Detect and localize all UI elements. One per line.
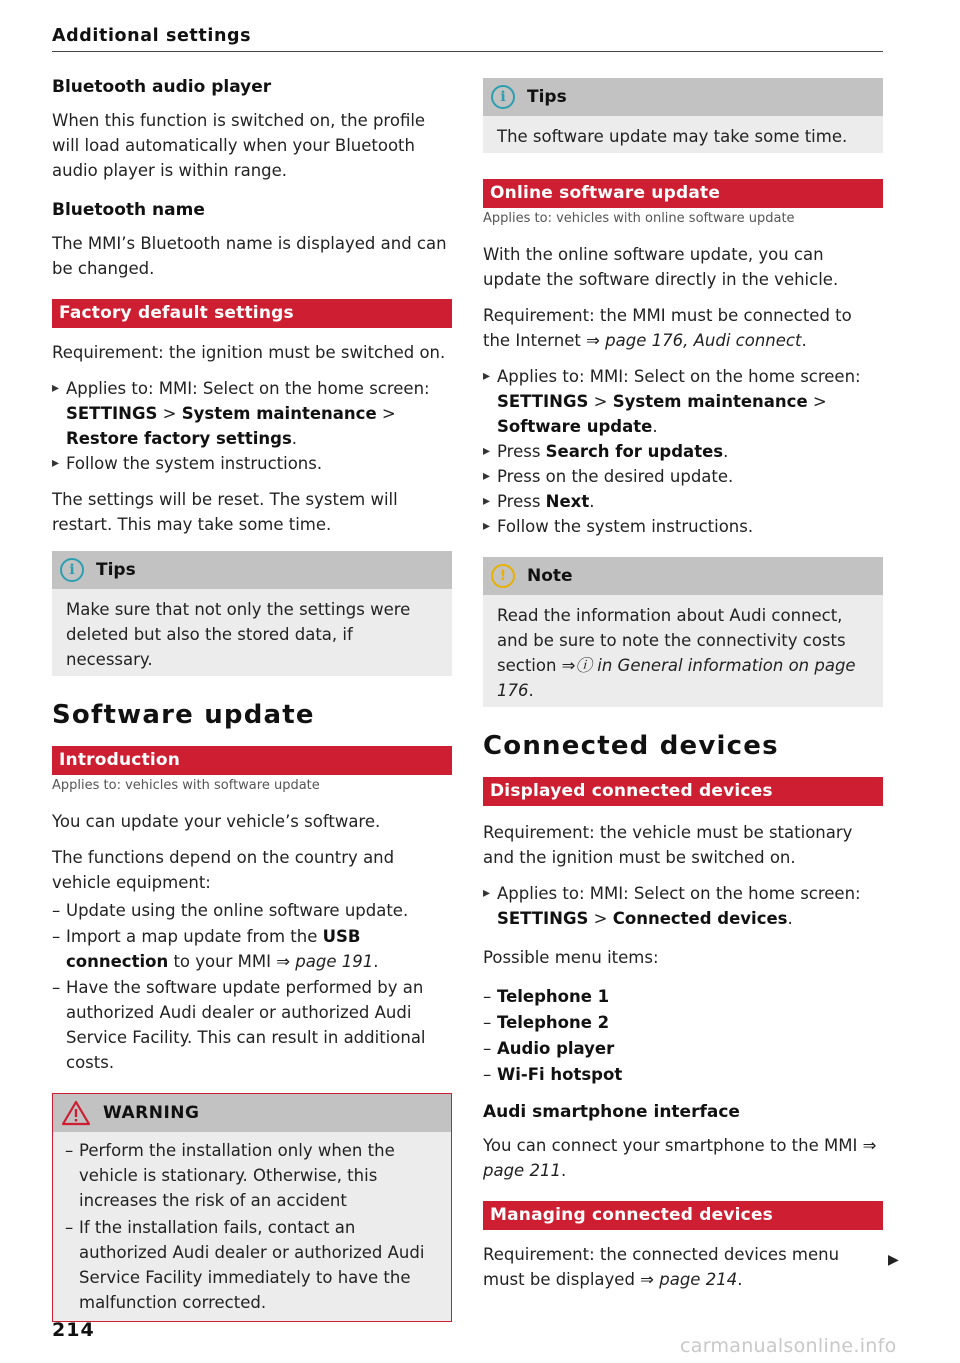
tips-box-software [483, 78, 883, 153]
factory-default-bar: Factory default settings [52, 299, 452, 328]
bluetooth-name-heading: Bluetooth name [52, 200, 205, 220]
tips-body: Make sure that not only the settings were deleted but also the stored data, if necessary. [66, 600, 411, 669]
online-software-update-bar: Online software update [483, 179, 883, 208]
software-option-2: – Import a map update from the USB connection to your MMI ⇒ page 191. [52, 924, 452, 974]
connected-step-1: ▸ Applies to: MMI: Select on the home screen: SETTINGS > Connected devices. [483, 881, 883, 931]
factory-result: The settings will be reset. The system will restart. This may take some time. [52, 490, 398, 534]
left-column [52, 74, 452, 1322]
page-211-link[interactable]: ⇒ page 211 [483, 1136, 877, 1180]
continue-arrow-icon: ▶ [888, 1252, 899, 1268]
software-option-3: – Have the software update performed by an authorized Audi dealer or authorized Audi Service Facility. This can result in additional costs. [52, 975, 452, 1075]
warning-header [53, 1094, 451, 1132]
page-header-title: Additional settings [52, 26, 252, 46]
page-191-link[interactable]: ⇒ page 191 [276, 952, 374, 971]
general-info-link[interactable]: ⇒ⓘ in General information on page 176 [497, 656, 856, 700]
bluetooth-name-text: The MMI’s Bluetooth name is displayed and can be changed. [52, 234, 447, 278]
bluetooth-audio-heading: Bluetooth audio player [52, 77, 272, 97]
factory-step-2: ▸ Follow the system instructions. [52, 451, 452, 476]
menu-item: – Telephone 1 [483, 984, 883, 1009]
connected-requirement: Requirement: the vehicle must be stationary and the ignition must be switched on. [483, 823, 853, 867]
menu-item: – Telephone 2 [483, 1010, 883, 1035]
tips-title: Tips [527, 86, 567, 107]
audi-smartphone-heading: Audi smartphone interface [483, 1102, 740, 1122]
note-title: Note [527, 565, 573, 586]
tips-box-header [483, 78, 883, 116]
warning-item-2: – If the installation fails, contact an authorized Audi dealer or authorized Audi Service Facility immediately to have the malfunction corrected. [65, 1215, 439, 1315]
menu-item: – Wi-Fi hotspot [483, 1062, 883, 1087]
managing-connected-devices-bar: Managing connected devices [483, 1201, 883, 1230]
note-body: Read the information about Audi connect, and be sure to note the connectivity costs section ⇒ⓘ in General information on page 176. [497, 606, 856, 700]
menu-items-label: Possible menu items: [483, 948, 659, 967]
warning-triangle-icon [61, 1100, 91, 1126]
online-step-2: ▸ Press Search for updates. [483, 439, 883, 464]
warning-body [53, 1132, 451, 1321]
online-step-5: ▸ Follow the system instructions. [483, 514, 883, 539]
note-box-header [483, 557, 883, 595]
online-step-4: ▸ Press Next. [483, 489, 883, 514]
online-requirement: Requirement: the MMI must be connected to the Internet ⇒ page 176, Audi connect. [483, 306, 852, 350]
bluetooth-audio-text: When this function is switched on, the profile will load automatically when your Bluetooth audio player is within range. [52, 111, 426, 180]
online-step-1: ▸ Applies to: MMI: Select on the home screen: SETTINGS > System maintenance > Software update. [483, 364, 883, 439]
warning-item-1: – Perform the installation only when the vehicle is stationary. Otherwise, this increases the risk of an accident [65, 1138, 439, 1213]
page-176-link[interactable]: ⇒ page 176, Audi connect [586, 331, 802, 350]
tips-box-factory [52, 551, 452, 676]
factory-requirement: Requirement: the ignition must be switched on. [52, 343, 446, 362]
introduction-bar: Introduction [52, 746, 452, 775]
managing-requirement: Requirement: the connected devices menu must be displayed ⇒ page 214. [483, 1245, 840, 1289]
online-applies-note: Applies to: vehicles with online software update [483, 211, 795, 226]
right-column [483, 74, 883, 1303]
software-option-1: – Update using the online software update. [52, 898, 452, 923]
page-number: 214 [52, 1319, 95, 1341]
software-intro-p1: You can update your vehicle’s software. [52, 812, 381, 831]
info-icon: i [60, 558, 84, 582]
warning-title: WARNING [103, 1102, 200, 1123]
info-icon: i [491, 85, 515, 109]
tips-box-header [52, 551, 452, 589]
warning-box [52, 1093, 452, 1322]
tips-title: Tips [96, 559, 136, 580]
exclamation-circle-icon: ! [491, 564, 515, 588]
audi-smartphone-text: You can connect your smartphone to the MMI ⇒ page 211. [483, 1136, 877, 1180]
header-rule [52, 51, 883, 52]
page-214-link[interactable]: ⇒ page 214 [640, 1270, 738, 1289]
software-update-section-title: Software update [52, 700, 315, 730]
software-intro-p2: The functions depend on the country and vehicle equipment: [52, 848, 395, 892]
watermark: carmanualsonline.info [680, 1335, 897, 1357]
factory-step-1: ▸ Applies to: MMI: Select on the home screen: SETTINGS > System maintenance > Restore factory settings. [52, 376, 452, 451]
online-p1: With the online software update, you can update the software directly in the vehicle. [483, 245, 839, 289]
tips-body: The software update may take some time. [497, 127, 848, 146]
connected-devices-section-title: Connected devices [483, 731, 779, 761]
menu-item: – Audio player [483, 1036, 883, 1061]
online-step-3: ▸ Press on the desired update. [483, 464, 883, 489]
displayed-connected-devices-bar: Displayed connected devices [483, 777, 883, 806]
software-applies-note: Applies to: vehicles with software update [52, 778, 320, 793]
note-box [483, 557, 883, 707]
